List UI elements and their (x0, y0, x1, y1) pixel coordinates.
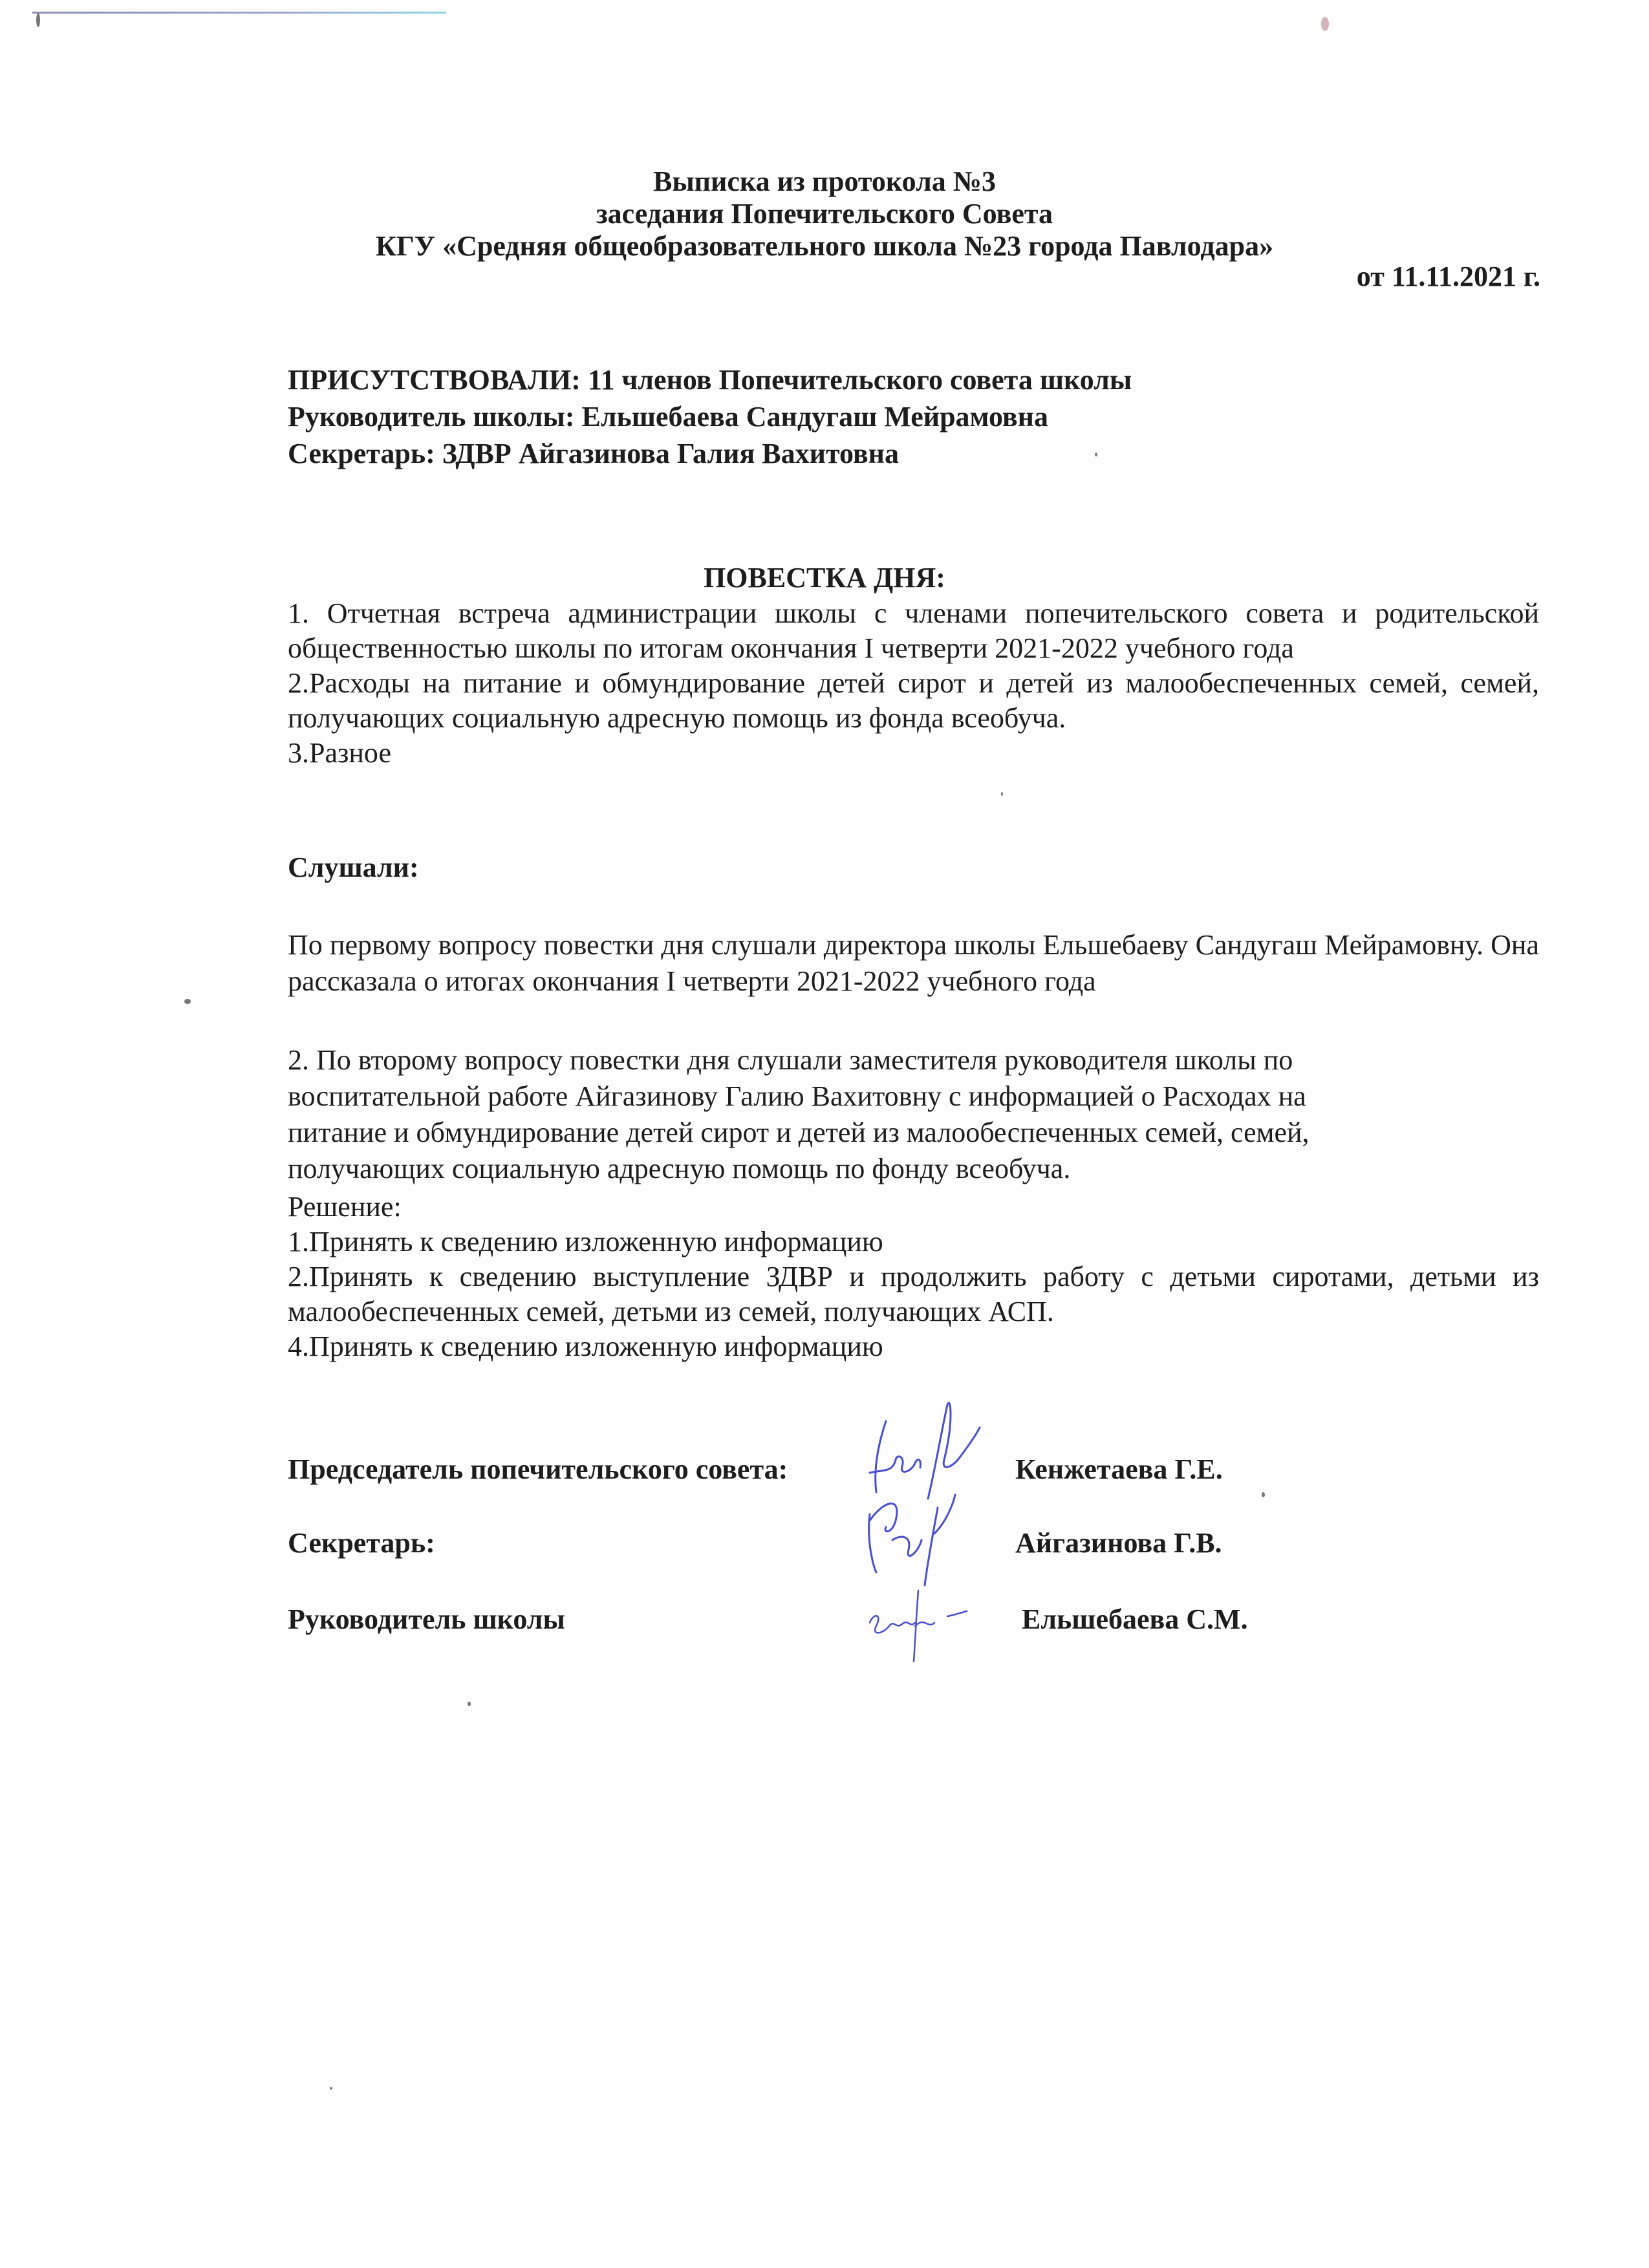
attendance-block (288, 363, 1539, 471)
agenda-item: 1. Отчетная встреча администрации школы с членами попечительского совета и родительской общественностью школы по итогам окончания I четверти 2021-2022 учебного года (288, 597, 1539, 664)
document-title (0, 166, 1649, 262)
signatory-name: Ельшебаева С.М. (1022, 1603, 1248, 1635)
scan-speck (330, 2087, 332, 2090)
decision-item: 4.Принять к сведению изложенную информацию (288, 1331, 883, 1362)
attendance-secretary: Секретарь: ЗДВР Айгазинова Галия Вахитовна (288, 438, 900, 469)
signature-role: Руководитель школы (288, 1603, 565, 1635)
decision-item: 2.Принять к сведению выступление ЗДВР и продолжить работу с детьми сиротами, детьми из малообеспеченных семей, детьми из семей, получающих АСП. (288, 1261, 1539, 1327)
paragraph-line: 2. По второму вопросу повестки дня слушали заместителя руководителя школы по (288, 1044, 1293, 1076)
scan-speck (184, 999, 191, 1004)
document-date: от 11.11.2021 г. (1356, 261, 1540, 292)
decision-item: 1.Принять к сведению изложенную информацию (288, 1226, 883, 1257)
attendance-head: Руководитель школы: Ельшебаева Сандугаш Мейрамовна (288, 401, 1048, 433)
signature-row-head (288, 1590, 1539, 1642)
title-line: Выписка из протокола №3 (652, 166, 997, 197)
paragraph-line: воспитательной работе Айгазинову Галию Вахитовну с информацией о Расходах на (288, 1080, 1306, 1112)
agenda-item: 2.Расходы на питание и обмундирование детей сирот и детей из малообеспеченных семей, семей, получающих социальную адресную помощь из фонда всеобуча. (288, 667, 1539, 734)
heard-paragraph-1: По первому вопросу повестки дня слушали директора школы Ельшебаеву Сандугаш Мейрамовну. Она рассказала о итогах окончания I четверти 2021-2022 учебного года (288, 929, 1539, 997)
scan-speck (468, 1702, 471, 1706)
title-line: заседания Попечительского Совета (596, 198, 1053, 230)
signature-role: Секретарь: (288, 1527, 435, 1559)
paragraph-line: питание и обмундирование детей сирот и детей из малообеспеченных семей, семей, (288, 1117, 1310, 1148)
attendance-present: ПРИСУТСТВОВАЛИ: 11 членов Попечительского совета школы (288, 364, 1132, 396)
agenda-heading: ПОВЕСТКА ДНЯ: (704, 562, 945, 594)
heard-paragraph-2 (288, 1042, 1539, 1187)
decision-heading: Решение: (288, 1191, 402, 1223)
scan-speck (1262, 1492, 1265, 1497)
signatory-name: Кенжетаева Г.Е. (1015, 1453, 1223, 1485)
scan-speck (36, 13, 40, 27)
handwritten-signature-icon (857, 1552, 1012, 1668)
scan-speck (1001, 792, 1003, 796)
agenda-item: 3.Разное (288, 737, 391, 769)
signature-role: Председатель попечительского совета: (288, 1453, 788, 1485)
scan-speck (1321, 17, 1329, 31)
decision-block (288, 1190, 1539, 1364)
paragraph-line: получающих социальную адресную помощь по фонду всеобуча. (288, 1153, 1071, 1184)
scan-edge-line (32, 12, 446, 14)
heard-heading: Слушали: (288, 851, 419, 883)
signatory-name: Айгазинова Г.В. (1015, 1527, 1222, 1559)
agenda-list (288, 596, 1539, 771)
title-line: КГУ «Средняя общеобразовательного школа №23 города Павлодара» (375, 230, 1274, 262)
